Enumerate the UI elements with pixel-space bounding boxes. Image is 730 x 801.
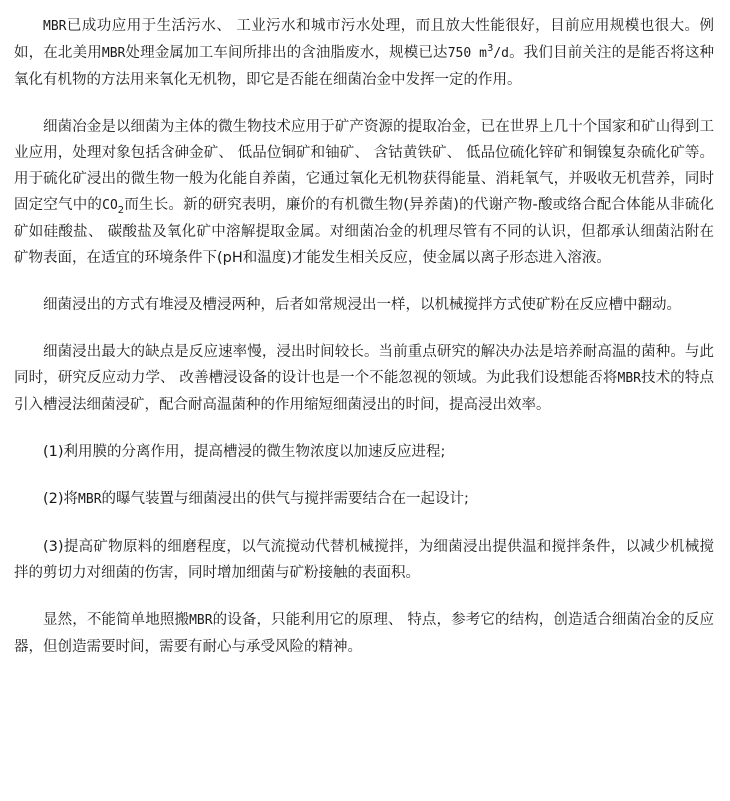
text-run: (1)利用膜的分离作用，提高槽浸的微生物浓度以加速反应进程; [43, 444, 446, 460]
paragraph-leaching-methods [14, 292, 714, 318]
paragraph-bacterial-metallurgy [14, 114, 714, 271]
text-run: MBR [78, 492, 102, 507]
text-run: 750 m [447, 46, 487, 61]
paragraph-conclusion [14, 607, 714, 660]
text-run: 的曝气装置与细菌浸出的供气与搅拌需要结合在一起设计; [101, 491, 469, 507]
text-run: 已成功应用于生活污水、 工业污水和城市污水处理，而且放大性能很好，目前应用规模也很大。例如，在北美用 [14, 18, 714, 61]
text-run: 3 [486, 43, 494, 55]
text-run: MBR [101, 46, 126, 61]
text-run: 。我们目前关注的是能否将这种氧化有机物的方法用来氧化无机物，即它是否能在细菌冶金中发挥一定的作用。 [14, 45, 715, 88]
paragraph-mbr-applications [14, 13, 714, 93]
text-run: CO [102, 198, 118, 213]
text-run: (3)提高矿物原料的细磨程度，以气流搅动代替机械搅拌，为细菌浸出提供温和搅拌条件，以减少机械搅拌的剪切力对细菌的伤害，同时增加细菌与矿粉接触的表面积。 [14, 539, 714, 581]
text-run: 技术的特点引入槽浸法细菌浸矿，配合耐高温菌种的作用缩短细菌浸出的时间，提高浸出效率。 [14, 370, 715, 413]
text-run: 细菌冶金是以细菌为主体的微生物技术应用于矿产资源的提取冶金，已在世界上几十个国家和矿山得到工业应用，处理对象包括含砷金矿、 低品位铜矿和铀矿、 含钴黄铁矿、 低品位硫化锌矿和铜镍复杂硫化矿等。用于硫化矿浸出的微生物一般为化能自养菌，它通过氧化无机物获得能量、消耗氧气，并吸收无机营养，同时固定空气中的 [14, 119, 714, 213]
text-run: (2)将 [43, 491, 79, 507]
paragraph-item-1 [14, 439, 714, 465]
text-run: MBR [43, 19, 67, 34]
paragraph-leaching-drawbacks [14, 339, 714, 418]
text-run: 的设备，只能利用它的原理、 特点，参考它的结构，创造适合细菌冶金的反应器，但创造需要时间，需要有耐心与承受风险的精神。 [14, 612, 715, 655]
text-run: 细菌浸出的方式有堆浸及槽浸两种，后者如常规浸出一样，以机械搅拌方式使矿粉在反应槽中翻动。 [43, 297, 681, 313]
document-body [14, 13, 714, 681]
text-run: 细菌浸出最大的缺点是反应速率慢，浸出时间较长。当前重点研究的解决办法是培养耐高温的菌种。与此同时，研究反应动力学、 改善槽浸设备的设计也是一个不能忽视的领域。为此我们设想能否将 [14, 344, 714, 386]
text-run: 处理金属加工车间所排出的含油脂废水，规模已达 [125, 45, 448, 61]
text-run: 而生长。新的研究表明，廉价的有机微生物(异养菌)的代谢产物-酸或络合配合体能从非硫化矿如硅酸盐、 碳酸盐及氧化矿中溶解提取金属。对细菌冶金的机理尽管有不同的认识，但都承认细菌沾附在矿物表面，在适宜的环境条件下(pH和温度)才能发生相关反应，使金属以离子形态进入溶液。 [14, 197, 715, 266]
text-run: 2 [117, 204, 125, 216]
text-run: 显然，不能简单地照搬 [43, 612, 190, 628]
text-run: /d [493, 46, 509, 61]
paragraph-item-3 [14, 534, 714, 586]
text-run: MBR [189, 613, 213, 628]
text-run: MBR [617, 371, 641, 386]
paragraph-item-2 [14, 486, 714, 513]
